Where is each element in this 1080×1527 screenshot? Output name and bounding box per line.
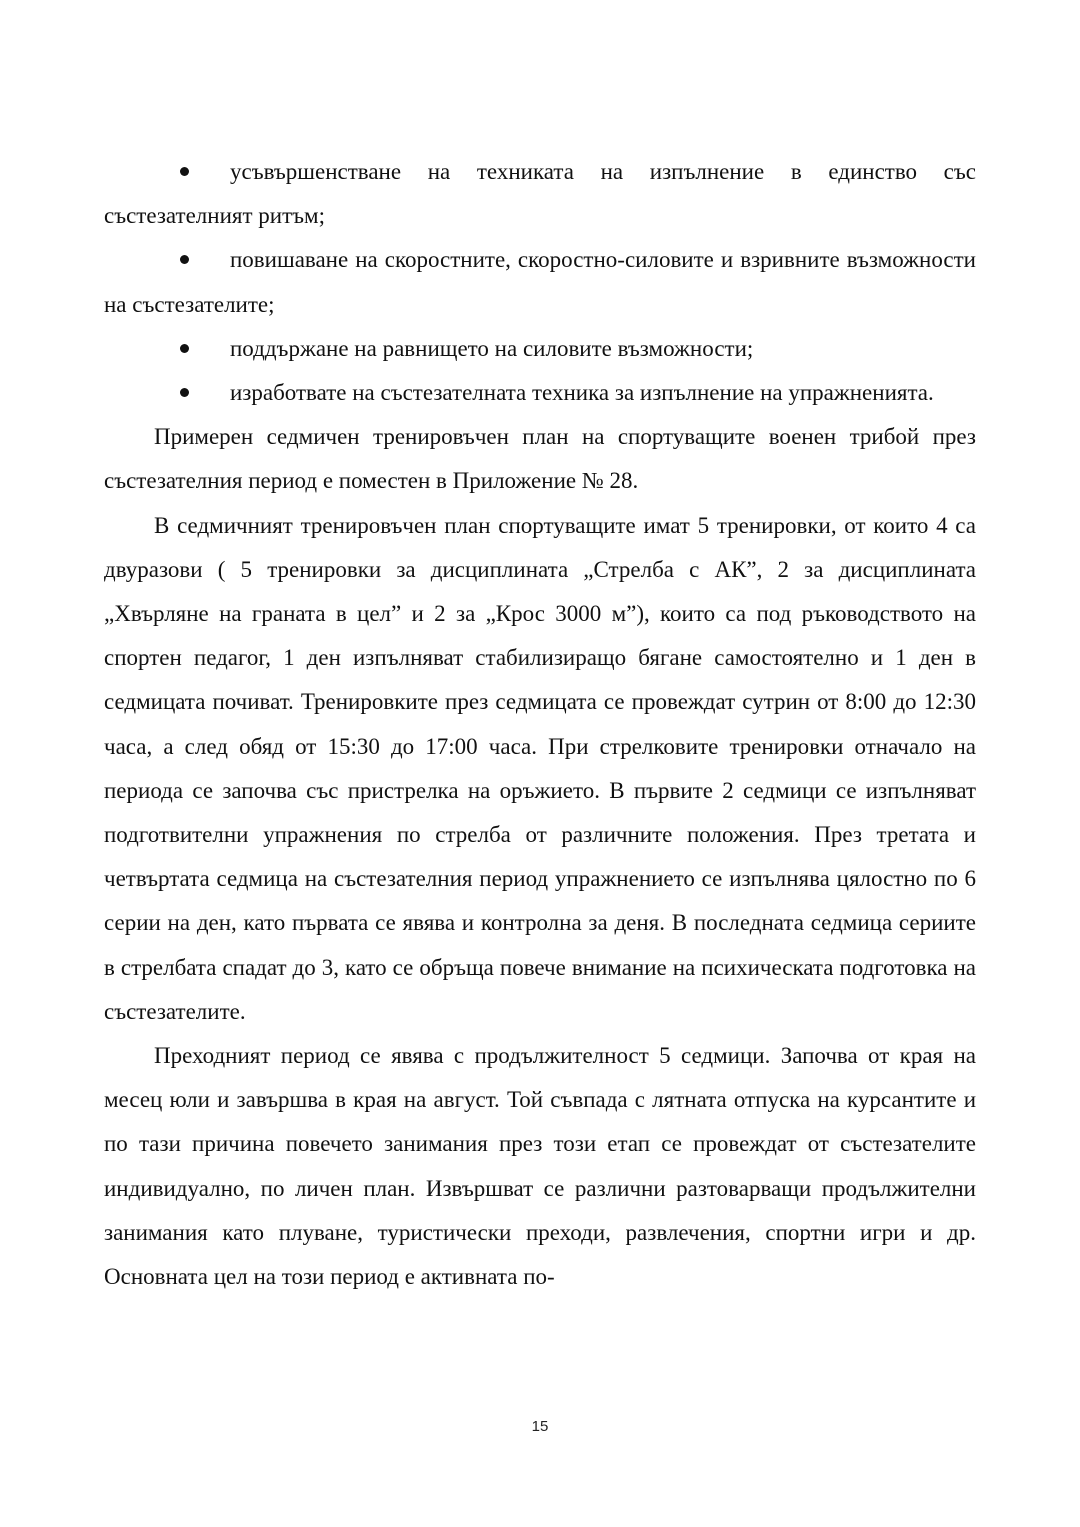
paragraph-training-schedule: В седмичният тренировъчен план спортуващите имат 5 тренировки, от които 4 са двуразови ( 5 тренировки за дисциплината „Стрелба с АК”, 2 за дисциплината „Хвърляне на граната в цел” и 2 за „Крос 3000 м”), които са под ръководството на спортен педагог, 1 ден изпълняват стабилизиращо бягане самостоятелно и 1 ден в седмицата почиват. Тренировките през седмицата се провеждат сутрин от 8:00 до 12:30 часа, а след обяд от 15:30 до 17:00 часа. При стрелковите тренировки отначало на периода се започва със пристрелка на оръжието. В първите 2 седмици се изпълняват подготвителни упражнения по стрелба от различните положения. През третата и четвъртата седмица на състезателния период упражнението се изпълнява цялостно по 6 серии на ден, като първата се явява и контролна за деня. В последната седмица сериите в стрелбата спадат до 3, като се обръща повече внимание на психическата подготовка на състезателите. [104,512,976,1024]
bullet-text: усъвършенстване на техниката на изпълнение в единство със състезателният ритъм; [104,159,976,229]
bullet-list [104,150,976,415]
bullet-icon [180,255,189,264]
bullet-item [104,371,976,415]
bullet-text: повишаване на скоростните, скоростно-силовите и взривните възможности на състезателите; [104,247,976,317]
bullet-item [104,327,976,371]
bullet-text: изработвате на състезателната техника за изпълнение на упражненията. [230,380,934,406]
page-number: 15 [531,1418,549,1435]
paragraph-transition-period: Преходният период се явява с продължителност 5 седмици. Започва от края на месец юли и завършва в края на август. Той съвпада с лятната отпуска на курсантите и по тази причина повечето занимания през този етап се провеждат от състезателите индивидуално, по личен план. Извършват се различни разтоварващи продължителни занимания като плуване, туристически преходи, развлечения, спортни игри и др. Основната цел на този период е активната по- [104,1043,976,1290]
bullet-icon [180,167,189,176]
bullet-icon [180,344,189,353]
paragraph-weekly-plan: Примерен седмичен тренировъчен план на спортуващите военен трибой през състезателния период е поместен в Приложение № 28. [104,424,976,494]
bullet-item [104,238,976,326]
bullet-text: поддържане на равнището на силовите възможности; [230,335,754,361]
bullet-item [104,150,976,238]
page-content [104,150,976,1299]
bullet-icon [180,388,189,397]
